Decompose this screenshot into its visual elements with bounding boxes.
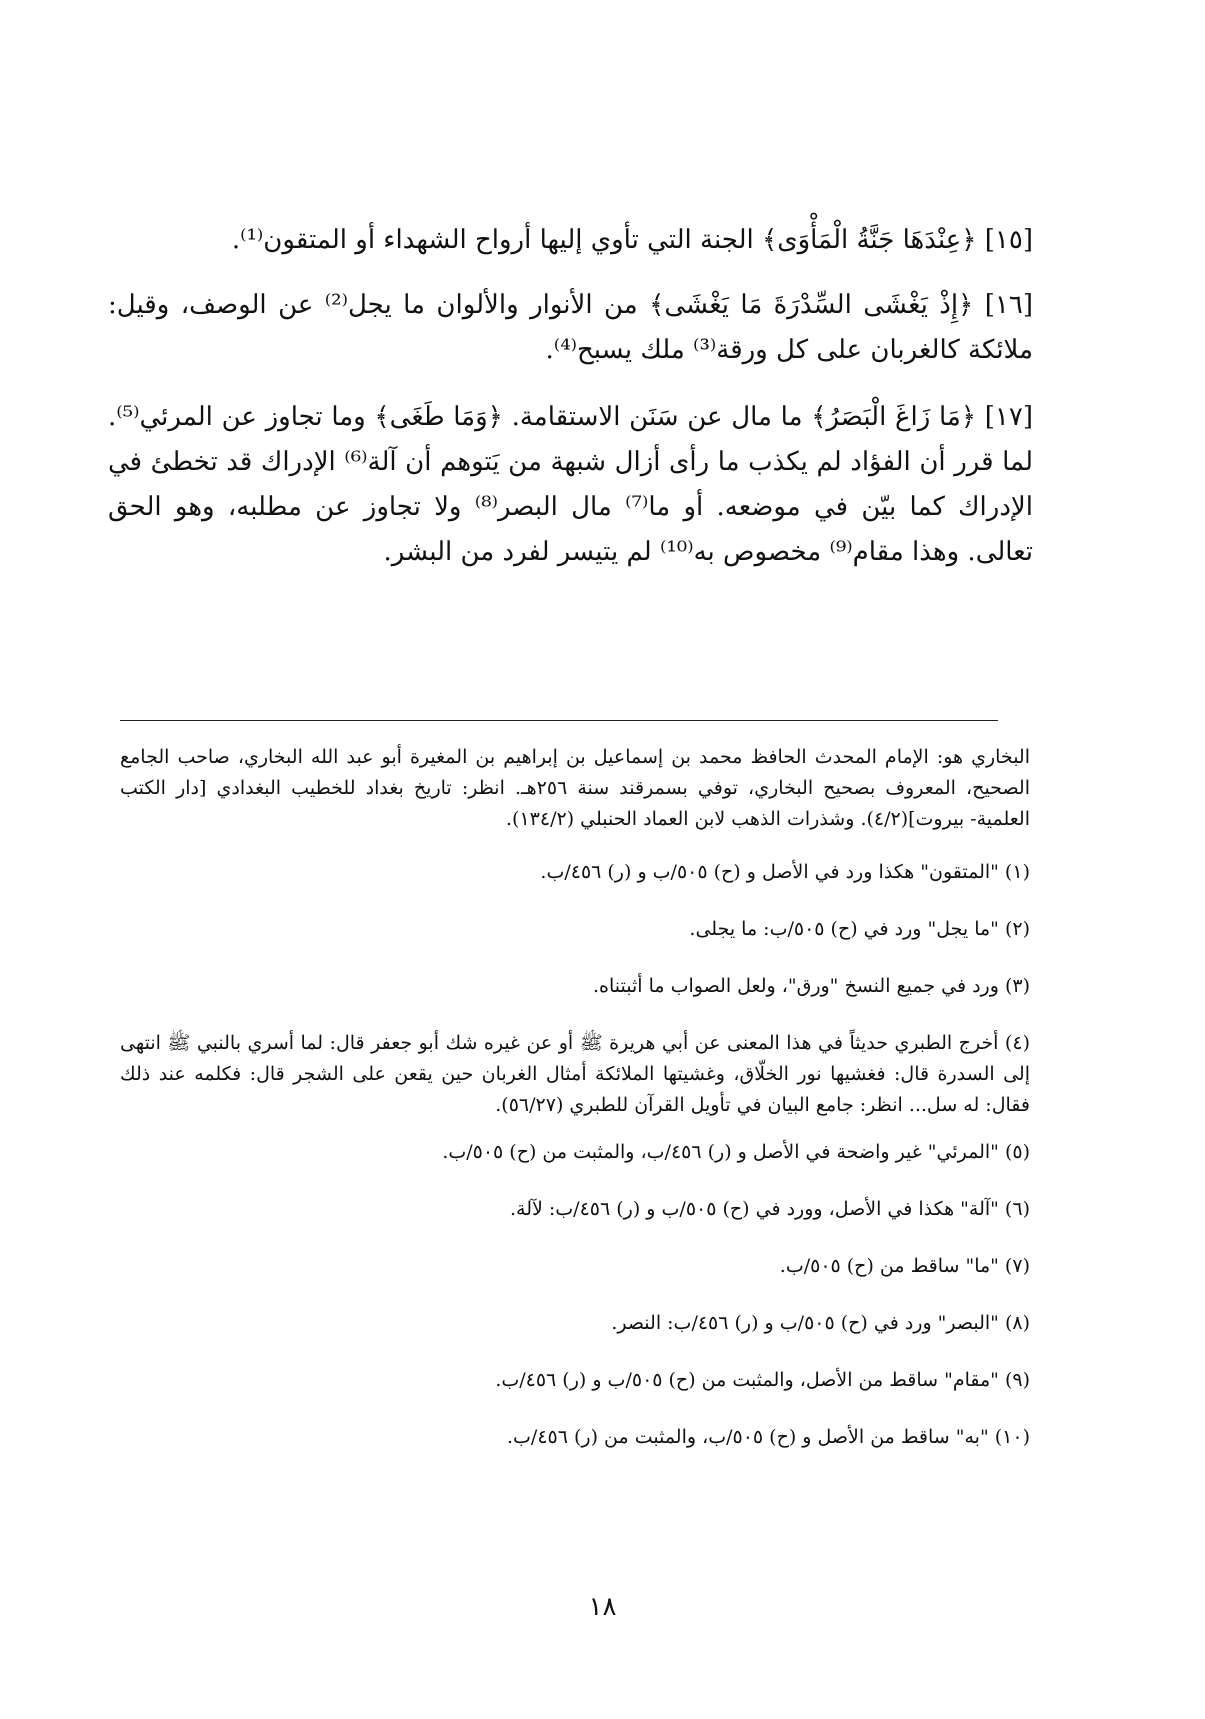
main-text [108, 218, 1033, 597]
footnotes [120, 742, 1030, 1479]
footnote-continuation: البخاري هو: الإمام المحدث الحافظ محمد بن إسماعيل بن إبراهيم بن المغيرة أبو عبد الله البخاري، صاحب الجامع الصحيح، المعروف بصحيح البخاري، توفي بسمرقند سنة ٢٥٦هـ. انظر: تاريخ بغداد للخطيب البغدادي [دار الكتب العلمية- بيروت](٤/٢). وشذرات الذهب لابن العماد الحنبلي (١٣٤/٢). [120, 746, 1030, 830]
footnote-separator [120, 720, 998, 721]
footnote-4: (٤) أخرج الطبري حديثاً في هذا المعنى عن أبي هريرة ﷺ أو عن غيره شك أبو جعفر قال: لما أسري بالنبي ﷺ انتهى إلى السدرة قال: فغشيها نور الخلّاق، وغشيتها الملائكة أمثال الغربان حين يقعن على الشجر قال: فكلمه عند ذلك فقال: له سل... انظر: جامع البيان في تأويل القرآن للطبري (٥٦/٢٧). [120, 1032, 1030, 1116]
footnote-1: (١) "المتقون" هكذا ورد في الأصل و (ح) ٥٠٥/ب و (ر) ٤٥٦/ب. [540, 861, 1030, 883]
footnote-5: (٥) "المرئي" غير واضحة في الأصل و (ر) ٤٥٦/ب، والمثبت من (ح) ٥٠٥/ب. [442, 1141, 1030, 1163]
paragraph-verse-17: [١٧] ﴿مَا زَاغَ الْبَصَرُ﴾ ما مال عن سَنَن الاستقامة. ﴿وَمَا طَغَى﴾ وما تجاوز عن المرئي⁽⁵⁾. لما قرر أن الفؤاد لم يكذب ما رأى أزال شبهة من يَتوهم أن آلة⁽⁶⁾ الإدراك قد تخطئ في الإدراك كما بيّن في موضعه. أو ما⁽⁷⁾ مال البصر⁽⁸⁾ ولا تجاوز عن مطلبه، وهو الحق تعالى. وهذا مقام⁽⁹⁾ مخصوص به⁽¹⁰⁾ لم يتيسر لفرد من البشر. [108, 402, 1033, 567]
footnote-3: (٣) ورد في جميع النسخ "ورق"، ولعل الصواب ما أثبتناه. [593, 975, 1030, 997]
footnote-10: (١٠) "به" ساقط من الأصل و (ح) ٥٠٥/ب، والمثبت من (ر) ٤٥٦/ب. [506, 1426, 1030, 1448]
footnote-8: (٨) "البصر" ورد في (ح) ٥٠٥/ب و (ر) ٤٥٦/ب: النصر. [611, 1312, 1030, 1334]
page-number: ١٨ [588, 1592, 617, 1622]
footnote-9: (٩) "مقام" ساقط من الأصل، والمثبت من (ح) ٥٠٥/ب و (ر) ٤٥٦/ب. [495, 1369, 1030, 1391]
paragraph-verse-16: [١٦] ﴿إِذْ يَغْشَى السِّدْرَةَ مَا يَغْشَى﴾ من الأنوار والألوان ما يجل⁽²⁾ عن الوصف، وقيل: ملائكة كالغربان على كل ورقة⁽³⁾ ملك يسبح⁽⁴⁾. [108, 290, 1033, 365]
footnote-2: (٢) "ما يجل" ورد في (ح) ٥٠٥/ب: ما يجلى. [689, 918, 1030, 940]
footnote-7: (٧) "ما" ساقط من (ح) ٥٠٥/ب. [779, 1255, 1030, 1277]
footnote-6: (٦) "آلة" هكذا في الأصل، وورد في (ح) ٥٠٥/ب و (ر) ٤٥٦/ب: لآلة. [510, 1198, 1030, 1220]
paragraph-verse-15: [١٥] ﴿عِنْدَهَا جَنَّةُ الْمَأْوَى﴾ الجنة التي تأوي إليها أرواح الشهداء أو المتقون⁽¹⁾. [231, 225, 1033, 255]
